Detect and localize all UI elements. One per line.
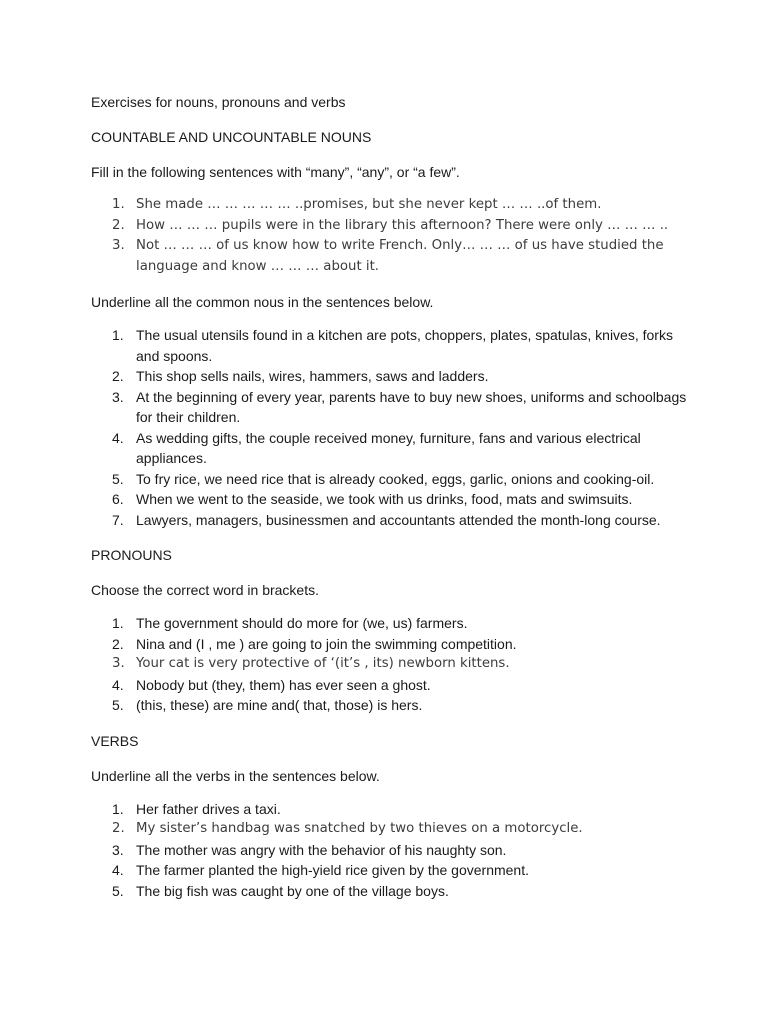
instruction-choose-word: Choose the correct word in brackets. xyxy=(91,582,319,598)
list-item: 2. My sister’s handbag was snatched by two thieves on a motorcycle. xyxy=(112,821,583,836)
list-item: 2. Nina and (I , me ) are going to join the swimming competition. xyxy=(112,635,517,652)
list-item: 3. The mother was angry with the behavior of his naughty son. xyxy=(112,841,507,858)
instruction-underline-verbs: Underline all the verbs in the sentences below. xyxy=(91,767,380,784)
list-item: 7. Lawyers, managers, businessmen and accountants attended the month-long course. xyxy=(112,511,661,528)
section-heading-verbs: VERBS xyxy=(91,732,139,749)
list-item: 5. (this, these) are mine and( that, those) is hers. xyxy=(112,697,423,713)
exercise-list-nouns xyxy=(91,325,691,530)
list-item: 1. Her father drives a taxi. xyxy=(112,800,281,817)
exercise-list-pronouns xyxy=(91,613,691,716)
list-item: 2. This shop sells nails, wires, hammers, saws and ladders. xyxy=(112,368,489,384)
list-item: 1. The usual utensils found in a kitchen are pots, choppers, plates, spatulas, knives, forks and spoons. xyxy=(112,327,673,364)
exercise-list-fill-in xyxy=(91,195,691,277)
list-item: 5. The big fish was caught by one of the village boys. xyxy=(112,882,449,899)
list-item: 1. The government should do more for (we, us) farmers. xyxy=(112,615,468,631)
document-page xyxy=(91,93,691,901)
list-item: 4. Nobody but (they, them) has ever seen a ghost. xyxy=(112,676,431,693)
list-item: 3. At the beginning of every year, parents have to buy new shoes, uniforms and schoolbags for their children. xyxy=(112,388,687,425)
list-item: 2. How … … … pupils were in the library this afternoon? There were only … … … .. xyxy=(112,217,669,233)
section-heading-nouns: COUNTABLE AND UNCOUNTABLE NOUNS xyxy=(91,129,372,145)
list-item: 6. When we went to the seaside, we took with us drinks, food, mats and swimsuits. xyxy=(112,491,633,507)
list-item: 4. The farmer planted the high-yield rice given by the government. xyxy=(112,862,529,878)
list-item: 3. Your cat is very protective of ‘(it’s , its) newborn kittens. xyxy=(112,656,510,671)
list-item: 4. As wedding gifts, the couple received money, furniture, fans and various electrical appliances. xyxy=(112,429,641,466)
list-item: 3. Not … … … of us know how to write French. Only… … … of us have studied the language and know … … … about it. xyxy=(112,238,664,274)
instruction-underline-nouns: Underline all the common nous in the sentences below. xyxy=(91,294,434,310)
document-title: Exercises for nouns, pronouns and verbs xyxy=(91,94,346,110)
exercise-list-verbs xyxy=(91,799,691,902)
section-heading-pronouns: PRONOUNS xyxy=(91,547,172,563)
instruction-fill-in: Fill in the following sentences with “many”, “any”, or “a few”. xyxy=(91,164,460,180)
list-item: 1. She made … … … … … ..promises, but she never kept … … ..of them. xyxy=(112,197,602,212)
list-item: 5. To fry rice, we need rice that is already cooked, eggs, garlic, onions and cooking-oil. xyxy=(112,470,655,487)
